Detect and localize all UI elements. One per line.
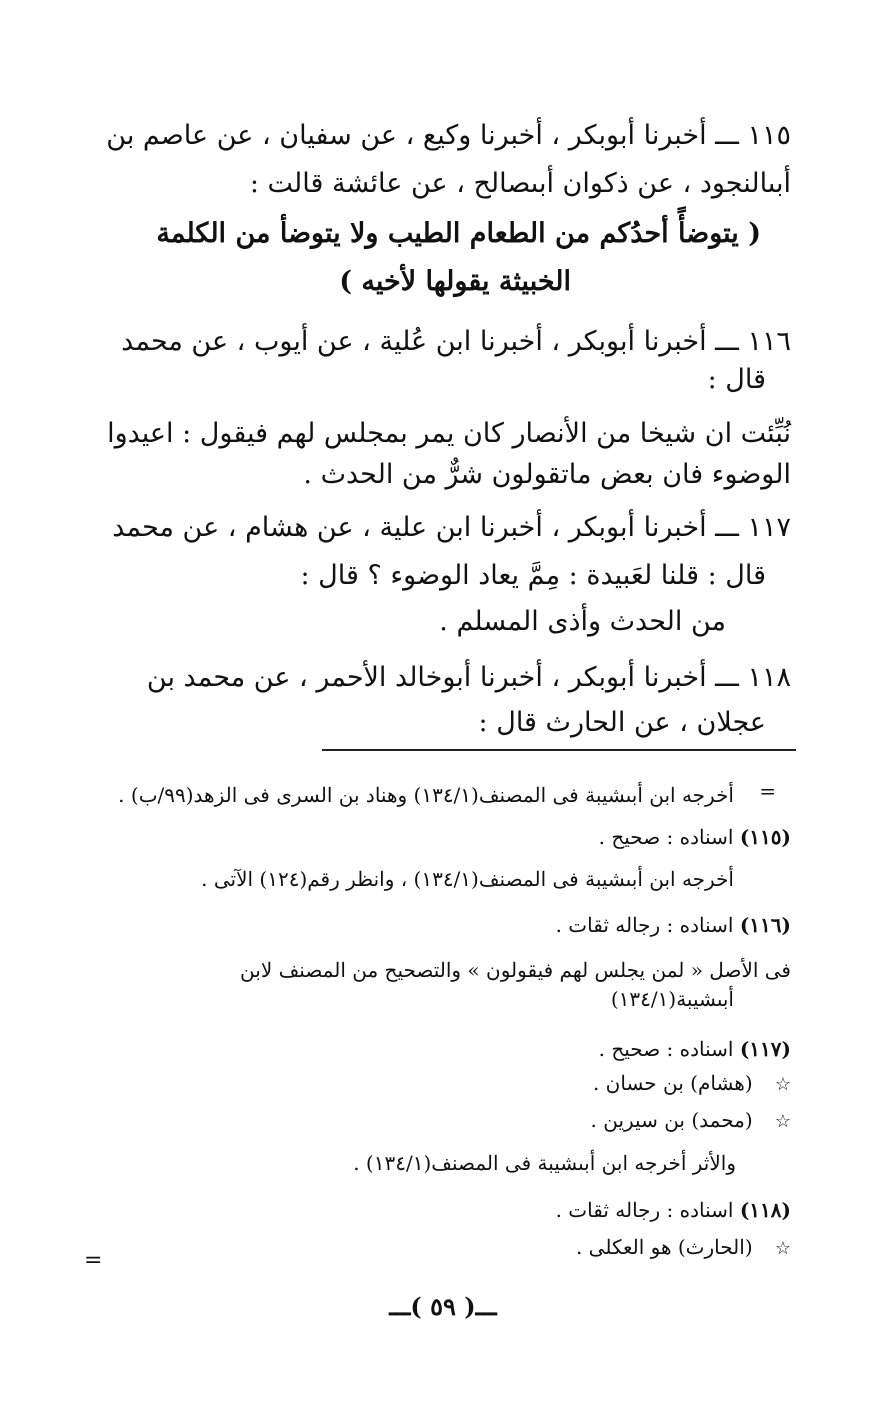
footnote-116-text-1: اسناده : رجاله ثقات . [555,913,734,937]
footnote-115 [599,822,791,852]
footnote-115-text-2: أخرجه ابن أبىشيبة فى المصنف(١٣٤/١) ، وانظر رقم(١٢٤) الآتى . [201,867,734,891]
hadith-115-text-1: ( يتوضأً أحدُكم من الطعام الطيب ولا يتوضأ من الكلمة [156,218,761,249]
footnote-117-number: (١١٧) [739,1037,791,1061]
footnote-116 [556,910,791,940]
footnote-118-text-1: اسناده : رجاله ثقات . [555,1198,734,1222]
hadith-116-line-2: قال : [707,364,766,395]
footnote-118 [556,1195,791,1225]
star-icon: ☆ [774,1111,791,1132]
hadith-117-line-2: قال : قلنا لعَبيدة : مِمَّ يعاد الوضوء ؟ قال : [300,560,766,591]
star-icon: ☆ [774,1074,791,1095]
hadith-117-line-1: ١١٧ ـــ أخبرنا أبوبكر ، أخبرنا ابن علية ، عن هشام ، عن محمد [112,512,791,543]
hadith-116-text-2: الوضوء فان بعض ماتقولون شرٌّ من الحدث . [303,459,791,490]
footnote-118-item [576,1232,791,1264]
hadith-118-line-1: ١١٨ ـــ أخبرنا أبوبكر ، أخبرنا أبوخالد الأحمر ، عن محمد بن [146,662,791,693]
footnote-117-item-2 [591,1105,792,1137]
footnote-116-text-2: فى الأصل « لمن يجلس لهم فيقولون » والتصحيح من المصنف لابن [240,958,791,982]
hadith-115-line-2: أبىالنجود ، عن ذكوان أبىصالح ، عن عائشة قالت : [249,168,791,199]
hadith-116-line-1: ١١٦ ـــ أخبرنا أبوبكر ، أخبرنا ابن عُلية ، عن أيوب ، عن محمد [121,326,791,357]
hadith-115-text-2: الخبيثة يقولها لأخيه ) [339,266,571,297]
footnote-continuation: أخرجه ابن أبىشيبة فى المصنف(١٣٤/١) وهناد بن السرى فى الزهد(٩٩/ب) . [118,783,734,807]
margin-mark: = [84,1248,103,1273]
footnote-115-number: (١١٥) [739,825,791,849]
footnote-118-number: (١١٨) [739,1198,791,1222]
footnote-separator [322,749,796,751]
hadith-116-text-1: نُبِّئت ان شيخا من الأنصار كان يمر بمجلس لهم فيقول : اعيدوا [107,418,791,449]
footnote-116-text-3: أبىشيبة(١٣٤/١) [610,987,734,1011]
footnote-115-text-1: اسناده : صحيح . [598,825,734,849]
hadith-117-text: من الحدث وأذى المسلم . [439,606,726,637]
star-icon: ☆ [774,1238,791,1259]
page-number: ـــ( ٥٩ )ـــ [389,1292,497,1321]
hadith-118-line-2: عجلان ، عن الحارث قال : [478,707,766,738]
footnote-118-item-text: (الحارث) هو العكلى . [575,1235,753,1259]
footnote-116-number: (١١٦) [739,913,791,937]
footnote-117-item-1-text: (هشام) بن حسان . [592,1071,753,1095]
footnote-117-item-1 [593,1068,791,1100]
footnote-117 [599,1034,791,1064]
hadith-115-line-1: ١١٥ ـــ أخبرنا أبوبكر ، أخبرنا وكيع ، عن سفيان ، عن عاصم بن [106,120,791,151]
footnote-117-text-1: اسناده : صحيح . [598,1037,734,1061]
footnote-117-text-2: والأثر أخرجه ابن أبىشيبة فى المصنف(١٣٤/١) . [353,1151,736,1175]
footnote-continuation-mark: = [759,779,776,803]
footnote-117-item-2-text: (محمد) بن سيرين . [590,1108,753,1132]
